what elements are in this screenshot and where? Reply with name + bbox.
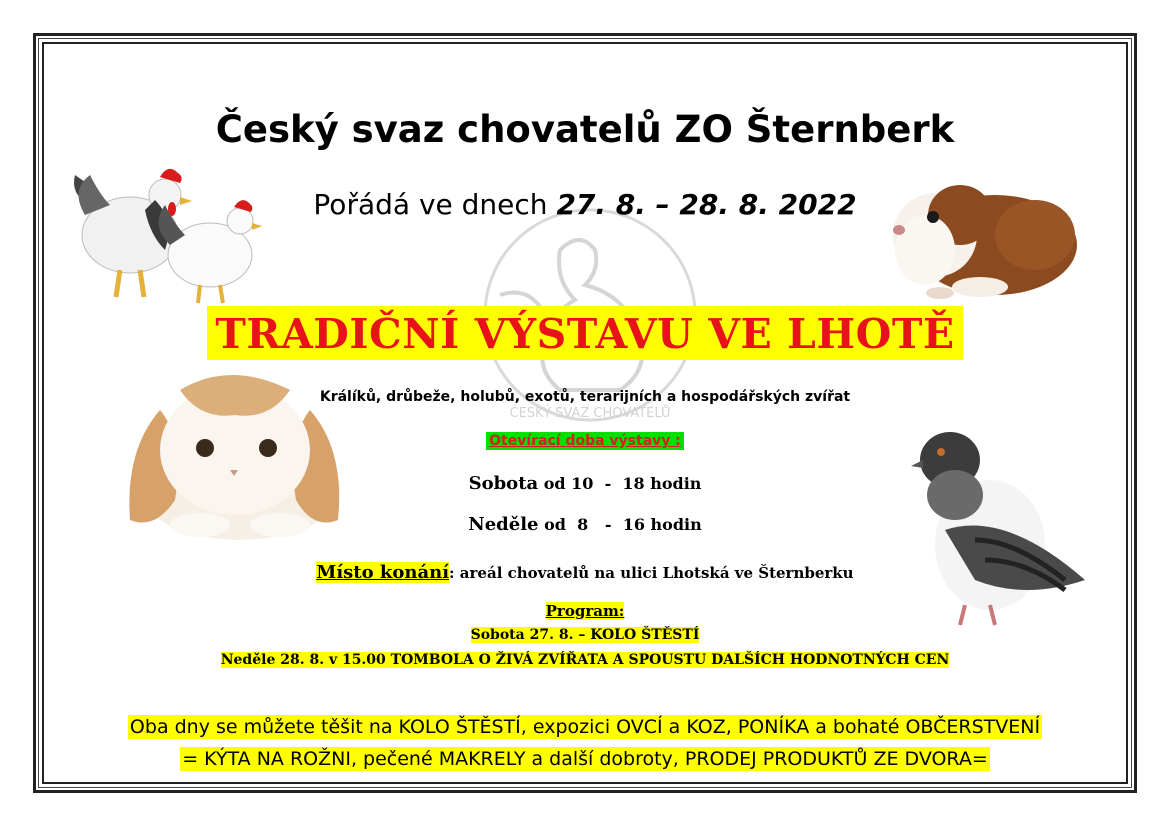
sunday-hours (0, 514, 1170, 535)
venue-label: Místo konání (316, 562, 450, 583)
sunday-time: od 8 - 16 hodin (538, 515, 702, 534)
opening-hours-label-container (0, 430, 1170, 450)
program-label-container (0, 602, 1170, 620)
program-line-1-container (0, 627, 1170, 643)
program-label: Program: (545, 602, 625, 620)
venue-text: : areál chovatelů na ulici Lhotská ve Šternberku (449, 564, 854, 582)
event-dates (0, 188, 1170, 221)
watermark-text: ČESKÝ SVAZ CHOVATELŮ (509, 406, 671, 421)
dates-prefix: Pořádá ve dnech (313, 188, 557, 221)
sunday-day: Neděle (468, 514, 539, 535)
bottom-line-2-container (0, 748, 1170, 770)
headline: TRADIČNÍ VÝSTAVU VE LHOTĚ (207, 306, 962, 360)
page-title: Český svaz chovatelů ZO Šternberk (215, 108, 955, 151)
headline-container (0, 306, 1170, 360)
dates-range: 27. 8. – 28. 8. 2022 (556, 188, 857, 221)
program-line-1: Sobota 27. 8. – KOLO ŠTĚSTÍ (470, 627, 700, 643)
saturday-hours (0, 473, 1170, 494)
saturday-day: Sobota (468, 473, 539, 494)
bottom-line-2: = KÝTA NA ROŽNI, pečené MAKRELY a další dobroty, PRODEJ PRODUKTŮ ZE DVORA= (182, 748, 988, 770)
program-line-2-container (0, 652, 1170, 668)
bottom-line-1-container (0, 716, 1170, 738)
bottom-line-1: Oba dny se můžete těšit na KOLO ŠTĚSTÍ, expozici OVCÍ a KOZ, PONÍKA a bohaté OBČERSTVENÍ (129, 716, 1041, 738)
saturday-time: od 10 - 18 hodin (538, 474, 702, 493)
opening-hours-label: Otevírací doba výstavy : (486, 432, 684, 450)
chickens-image (60, 155, 290, 305)
program-line-2: Neděle 28. 8. v 15.00 TOMBOLA O ŽIVÁ ZVÍŘATA A SPOUSTU DALŠÍCH HODNOTNÝCH CEN (220, 652, 950, 668)
animals-list: Králíků, drůbeže, holubů, exotů, terarijních a hospodářských zvířat (319, 389, 851, 405)
venue (0, 562, 1170, 583)
